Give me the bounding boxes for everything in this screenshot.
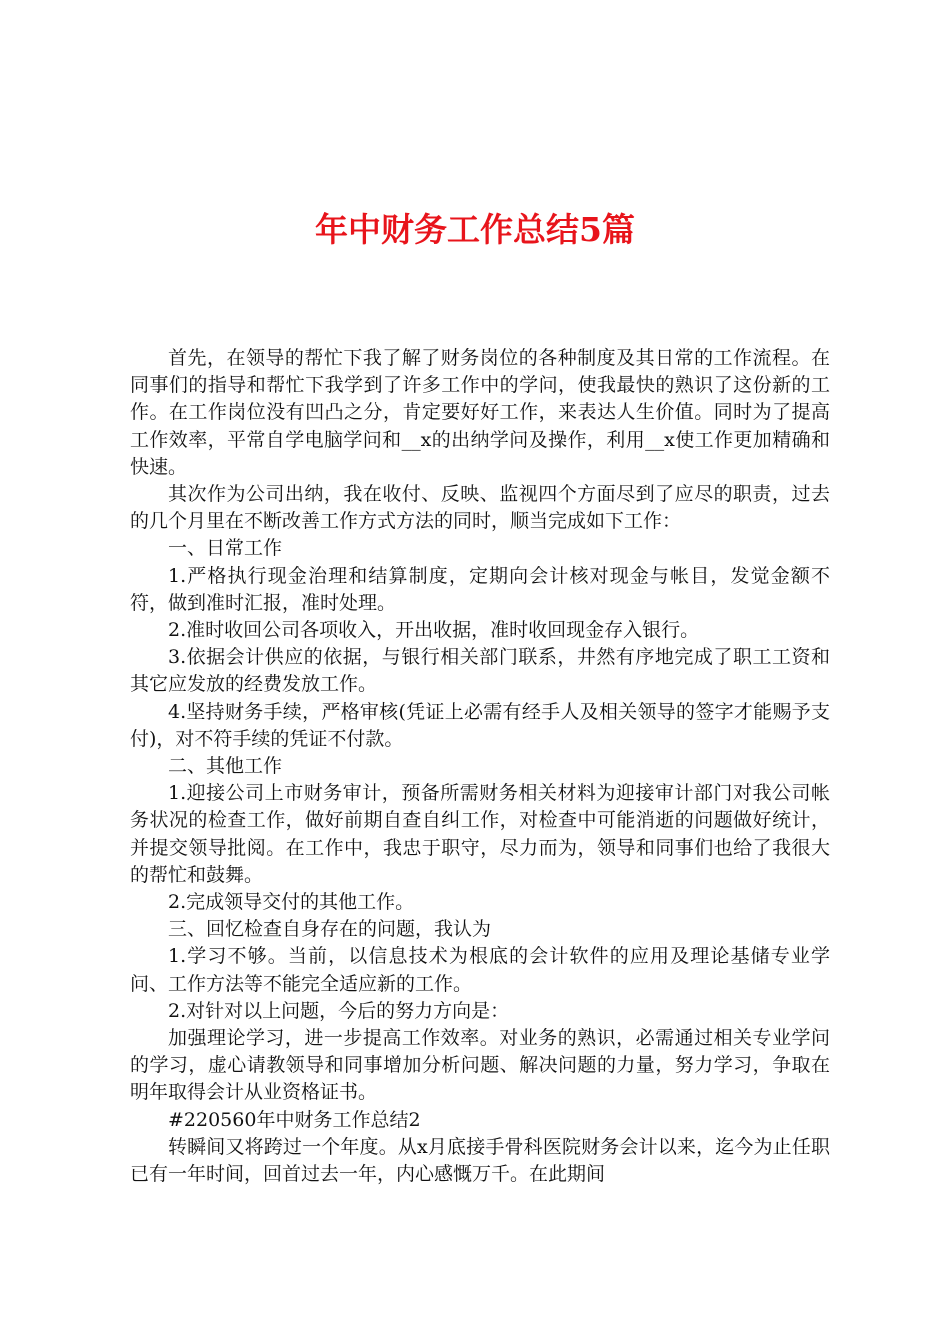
section-heading-other-work: 二、其他工作 xyxy=(168,755,283,778)
list-item-review-2: 2.对针对以上问题，今后的努力方向是： xyxy=(168,999,510,1022)
paragraph-cashier-duties: 其次作为公司出纳，我在收付、反映、监视四个方面尽到了应尽的职责，过去的几个月里在不断改善工作方式方法的同时，顺当完成如下工作： xyxy=(130,483,830,533)
list-item-daily-4: 4.坚持财务手续，严格审核(凭证上必需有经手人及相关领导的签字才能赐予支付)，对不符手续的凭证不付款。 xyxy=(130,700,830,750)
section-heading-summary-2: #220560年中财务工作总结2 xyxy=(168,1108,421,1131)
list-item-daily-1: 1.严格执行现金治理和结算制度，定期向会计核对现金与帐目，发觉金额不符，做到准时汇报，准时处理。 xyxy=(130,564,830,614)
paragraph-summary-2-intro: 转瞬间又将跨过一个年度。从x月底接手骨科医院财务会计以来，迄今为止任职已有一年时间，回首过去一年，内心感慨万千。在此期间 xyxy=(130,1135,830,1186)
document-title: 年中财务工作总结5篇 xyxy=(315,210,635,249)
section-heading-self-review: 三、回忆检查自身存在的问题，我认为 xyxy=(168,918,492,941)
paragraph-intro: 首先，在领导的帮忙下我了解了财务岗位的各种制度及其日常的工作流程。在同事们的指导和帮忙下我学到了许多工作中的学问，使我最快的熟识了这份新的工作。在工作岗位没有凹凸之分，肯定要好好工作，来表达人生价值。同时为了提高工作效率，平常自学电脑学问和__x的出纳学问及操作，利用__x使工作更加精确和快速。 xyxy=(130,347,830,478)
list-item-other-2: 2.完成领导交付的其他工作。 xyxy=(168,891,415,914)
list-item-daily-2: 2.准时收回公司各项收入，开出收据，准时收回现金存入银行。 xyxy=(168,619,700,642)
document-body xyxy=(130,345,830,1188)
list-item-review-1: 1.学习不够。当前，以信息技术为根底的会计软件的应用及理论基储专业学问、工作方法等不能完全适应新的工作。 xyxy=(130,945,830,995)
section-heading-daily-work: 一、日常工作 xyxy=(168,537,283,560)
paragraph-improvement-plan: 加强理论学习，进一步提高工作效率。对业务的熟识，必需通过相关专业学问的学习，虚心请教领导和同事增加分析问题、解决问题的力量，努力学习，争取在明年取得会计从业资格证书。 xyxy=(130,1027,830,1104)
list-item-daily-3: 3.依据会计供应的依据，与银行相关部门联系，井然有序地完成了职工工资和其它应发放的经费发放工作。 xyxy=(130,646,830,696)
list-item-other-1: 1.迎接公司上市财务审计，预备所需财务相关材料为迎接审计部门对我公司帐务状况的检查工作，做好前期自查自纠工作，对检查中可能消逝的问题做好统计，并提交领导批阅。在工作中，我忠于职守，尽力而为，领导和同事们也给了我很大的帮忙和鼓舞。 xyxy=(130,782,830,886)
